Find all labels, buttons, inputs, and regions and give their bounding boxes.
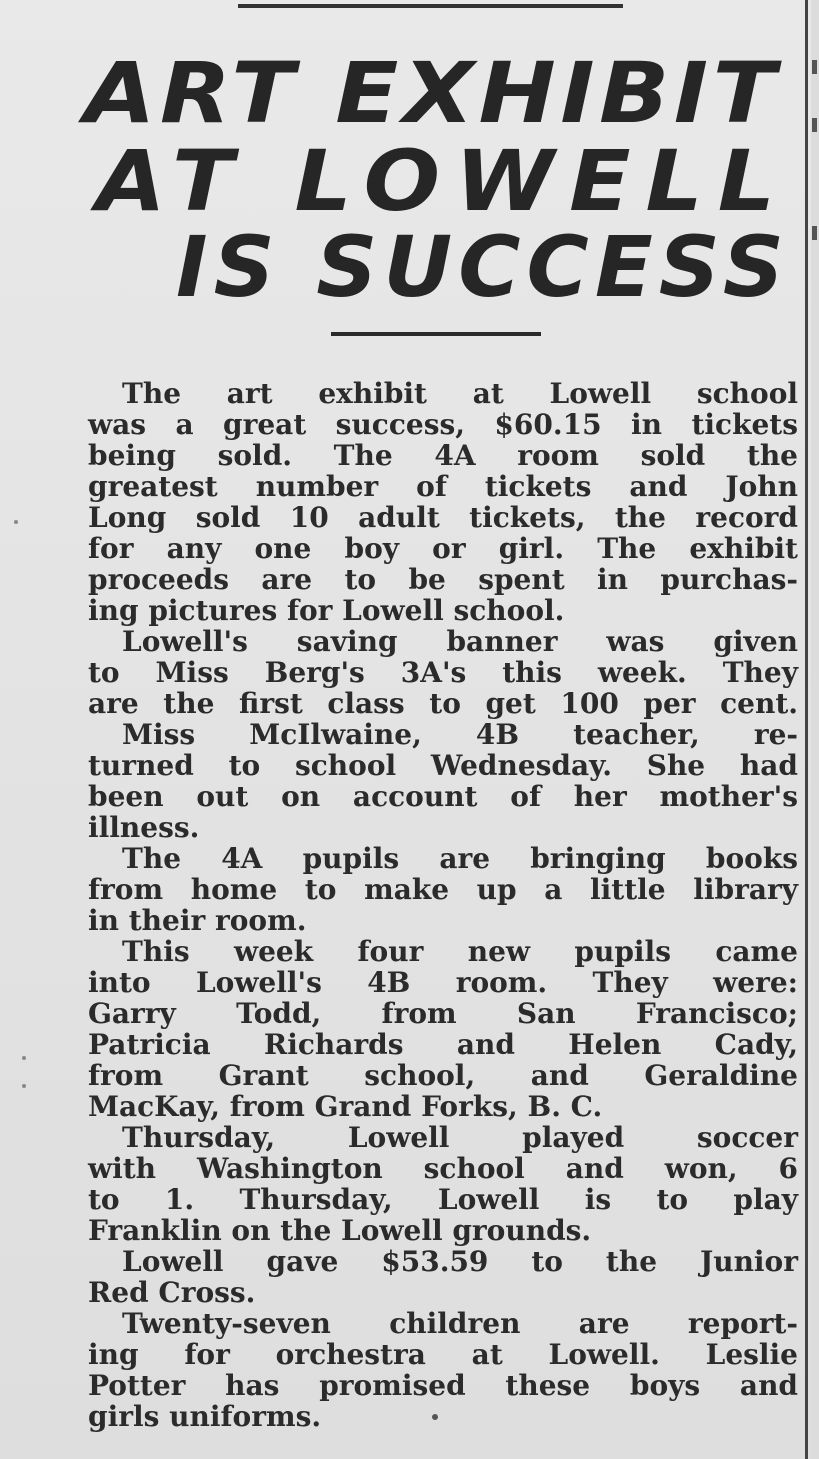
article-line: The 4A pupils are bringing books [122, 842, 798, 875]
article-line: ing for orchestra at Lowell. Leslie [88, 1338, 798, 1371]
article-line: was a great success, $60.15 in tickets [88, 408, 798, 441]
article-line: to 1. Thursday, Lowell is to play [88, 1183, 798, 1216]
article-line: in their room. [88, 904, 307, 937]
top-rule [238, 4, 623, 8]
article-line: Twenty-seven children are report- [122, 1307, 798, 1340]
edge-fragment-mark [812, 118, 817, 132]
headline-line-2: AT LOWELL [96, 132, 791, 230]
article-line: This week four new pupils came [122, 935, 798, 968]
article-line: MacKay, from Grand Forks, B. C. [88, 1090, 603, 1123]
ink-speck [14, 520, 18, 524]
article-line: being sold. The 4A room sold the [88, 439, 798, 472]
article-line: from home to make up a little library [88, 873, 798, 906]
article-line: Red Cross. [88, 1276, 256, 1309]
article-line: into Lowell's 4B room. They were: [88, 966, 798, 999]
headline-line-3: IS SUCCESS [176, 218, 790, 316]
ink-speck [22, 1056, 26, 1060]
article-line: for any one boy or girl. The exhibit [88, 532, 798, 565]
article-line: Potter has promised these boys and [88, 1369, 798, 1402]
headline-divider-rule [331, 332, 541, 336]
article-line: girls uniforms. [88, 1400, 322, 1433]
article-line: Miss McIlwaine, 4B teacher, re- [122, 718, 798, 751]
article-line: with Washington school and won, 6 [88, 1152, 798, 1185]
article-line: to Miss Berg's 3A's this week. They [88, 656, 798, 689]
article-line: turned to school Wednesday. She had [88, 749, 798, 782]
adjacent-column-edge [811, 0, 819, 1459]
article-line: Thursday, Lowell played soccer [122, 1121, 798, 1154]
article-line: Patricia Richards and Helen Cady, [88, 1028, 798, 1061]
article-line: proceeds are to be spent in purchas- [88, 563, 798, 596]
edge-fragment-mark [812, 226, 817, 240]
column-divider-rule [805, 0, 808, 1459]
article-line: illness. [88, 811, 200, 844]
headline-line-1: ART EXHIBIT [84, 44, 781, 142]
article-line: been out on account of her mother's [88, 780, 798, 813]
article-line: The art exhibit at Lowell school [122, 377, 798, 410]
article-line: are the first class to get 100 per cent. [88, 687, 798, 720]
article-line: Lowell's saving banner was given [122, 625, 798, 658]
article-line: Lowell gave $53.59 to the Junior [122, 1245, 798, 1278]
article-line: from Grant school, and Geraldine [88, 1059, 798, 1092]
ink-speck [22, 1084, 26, 1088]
article-line: Long sold 10 adult tickets, the record [88, 501, 798, 534]
article-line: Franklin on the Lowell grounds. [88, 1214, 592, 1247]
article-line: Garry Todd, from San Francisco; [88, 997, 798, 1030]
ink-speck [432, 1414, 438, 1420]
article-line: ing pictures for Lowell school. [88, 594, 565, 627]
edge-fragment-mark [812, 60, 817, 74]
article-line: greatest number of tickets and John [88, 470, 798, 503]
